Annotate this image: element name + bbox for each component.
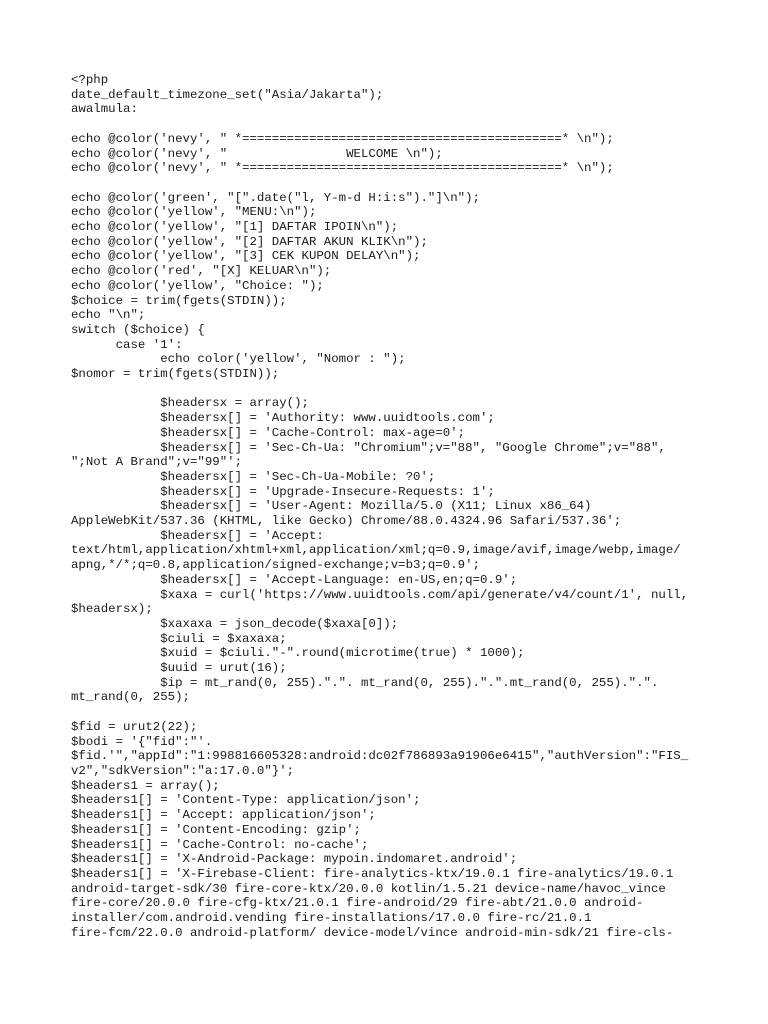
- code-line: echo @color('nevy', " WELCOME \n");: [71, 146, 443, 161]
- code-line: $headers1[] = 'Content-Encoding: gzip';: [71, 822, 361, 837]
- code-line: [71, 705, 711, 720]
- code-line: $headersx[] = 'Upgrade-Insecure-Requests: 1';: [71, 484, 495, 499]
- code-line: $xaxa = curl('https://www.uuidtools.com/api/generate/v4/count/1', null,: [71, 587, 689, 602]
- code-line: $headersx = array();: [71, 396, 309, 411]
- code-line: <?php: [71, 73, 109, 87]
- code-line: echo @color('yellow', "[2] DAFTAR AKUN KLIK\n");: [71, 234, 428, 249]
- code-line: echo @color('red', "[X] KELUAR\n");: [71, 264, 332, 279]
- code-line: AppleWebKit/537.36 (KHTML, like Gecko) Chrome/88.0.4324.96 Safari/537.36';: [71, 514, 622, 529]
- code-line: echo color('yellow', "Nomor : ");: [71, 352, 406, 367]
- code-line: $bodi = '{"fid":"'.: [71, 734, 213, 749]
- code-line: echo @color('nevy', " *===========================================* \n");: [71, 161, 614, 176]
- code-line: v2","sdkVersion":"a:17.0.0"}';: [71, 763, 295, 778]
- code-line: $xaxaxa = json_decode($xaxa[0]);: [71, 616, 399, 631]
- code-line: awalmula:: [71, 102, 138, 117]
- code-line: $headers1[] = 'Content-Type: application/json';: [71, 793, 421, 808]
- code-line: [71, 117, 711, 132]
- code-line: $uuid = urut(16);: [71, 661, 287, 676]
- code-line: apng,*/*;q=0.8,application/signed-exchange;v=b3;q=0.9';: [71, 558, 480, 573]
- code-line: $headers1[] = 'X-Firebase-Client: fire-analytics-ktx/19.0.1 fire-analytics/19.0.1: [71, 866, 674, 881]
- code-line: ";Not A Brand";v="99"';: [71, 455, 243, 470]
- code-line: echo @color('nevy', " *===========================================* \n");: [71, 131, 614, 146]
- code-line: $xuid = $ciuli."-".round(microtime(true) * 1000);: [71, 646, 525, 661]
- code-line: $headers1[] = 'Accept: application/json';: [71, 808, 376, 823]
- code-line: echo "\n";: [71, 308, 146, 323]
- code-line: $ciuli = $xaxaxa;: [71, 631, 287, 646]
- code-line: $headers1 = array();: [71, 778, 220, 793]
- code-line: echo @color('yellow', "[1] DAFTAR IPOIN\n");: [71, 220, 399, 234]
- code-line: $headersx[] = 'Authority: www.uuidtools.com';: [71, 411, 495, 426]
- code-line: date_default_timezone_set("Asia/Jakarta");: [71, 87, 384, 102]
- code-line: $headersx);: [71, 602, 153, 617]
- code-line: [71, 176, 711, 191]
- code-line: $fid = urut2(22);: [71, 719, 198, 734]
- code-line: $headers1[] = 'X-Android-Package: mypoin.indomaret.android';: [71, 852, 518, 867]
- code-line: fire-fcm/22.0.0 android-platform/ device-model/vince android-min-sdk/21 fire-cls-: [71, 925, 674, 940]
- code-line: android-target-sdk/30 fire-core-ktx/20.0.0 kotlin/1.5.21 device-name/havoc_vince: [71, 881, 666, 896]
- code-line: $headersx[] = 'Cache-Control: max-age=0';: [71, 425, 466, 440]
- code-line: [71, 382, 711, 397]
- code-line: text/html,application/xhtml+xml,application/xml;q=0.9,image/avif,image/webp,image/: [71, 543, 681, 558]
- code-line: fire-core/20.0.0 fire-cfg-ktx/21.0.1 fire-android/29 fire-abt/21.0.0 android-: [71, 896, 644, 911]
- code-line: $ip = mt_rand(0, 255).".". mt_rand(0, 255).".".mt_rand(0, 255).".".: [71, 675, 659, 690]
- code-line: installer/com.android.vending fire-installations/17.0.0 fire-rc/21.0.1: [71, 911, 592, 926]
- code-line: $headersx[] = 'User-Agent: Mozilla/5.0 (X11; Linux x86_64): [71, 499, 592, 514]
- code-line: $fid.'","appId":"1:998816605328:android:dc02f786893a91906e6415","authVersion":"FIS_: [71, 749, 689, 764]
- php-code-block: [71, 73, 711, 940]
- code-line: $choice = trim(fgets(STDIN));: [71, 293, 287, 308]
- code-line: mt_rand(0, 255);: [71, 690, 190, 705]
- code-line: $headersx[] = 'Sec-Ch-Ua-Mobile: ?0';: [71, 469, 436, 484]
- code-line: case '1':: [71, 337, 183, 352]
- code-line: $headersx[] = 'Accept:: [71, 528, 324, 543]
- code-line: echo @color('yellow', "[3] CEK KUPON DELAY\n");: [71, 249, 421, 264]
- code-line: switch ($choice) {: [71, 322, 205, 337]
- code-line: $headersx[] = 'Sec-Ch-Ua: "Chromium";v="88", "Google Chrome";v="88",: [71, 440, 666, 455]
- code-line: echo @color('yellow', "Choice: ");: [71, 278, 324, 293]
- code-line: echo @color('yellow', "MENU:\n");: [71, 205, 317, 220]
- code-line: $headers1[] = 'Cache-Control: no-cache';: [71, 837, 369, 852]
- code-line: $headersx[] = 'Accept-Language: en-US,en;q=0.9';: [71, 572, 518, 587]
- code-line: $nomor = trim(fgets(STDIN));: [71, 367, 280, 382]
- code-line: echo @color('green', "[".date("l, Y-m-d H:i:s")."]\n");: [71, 190, 480, 205]
